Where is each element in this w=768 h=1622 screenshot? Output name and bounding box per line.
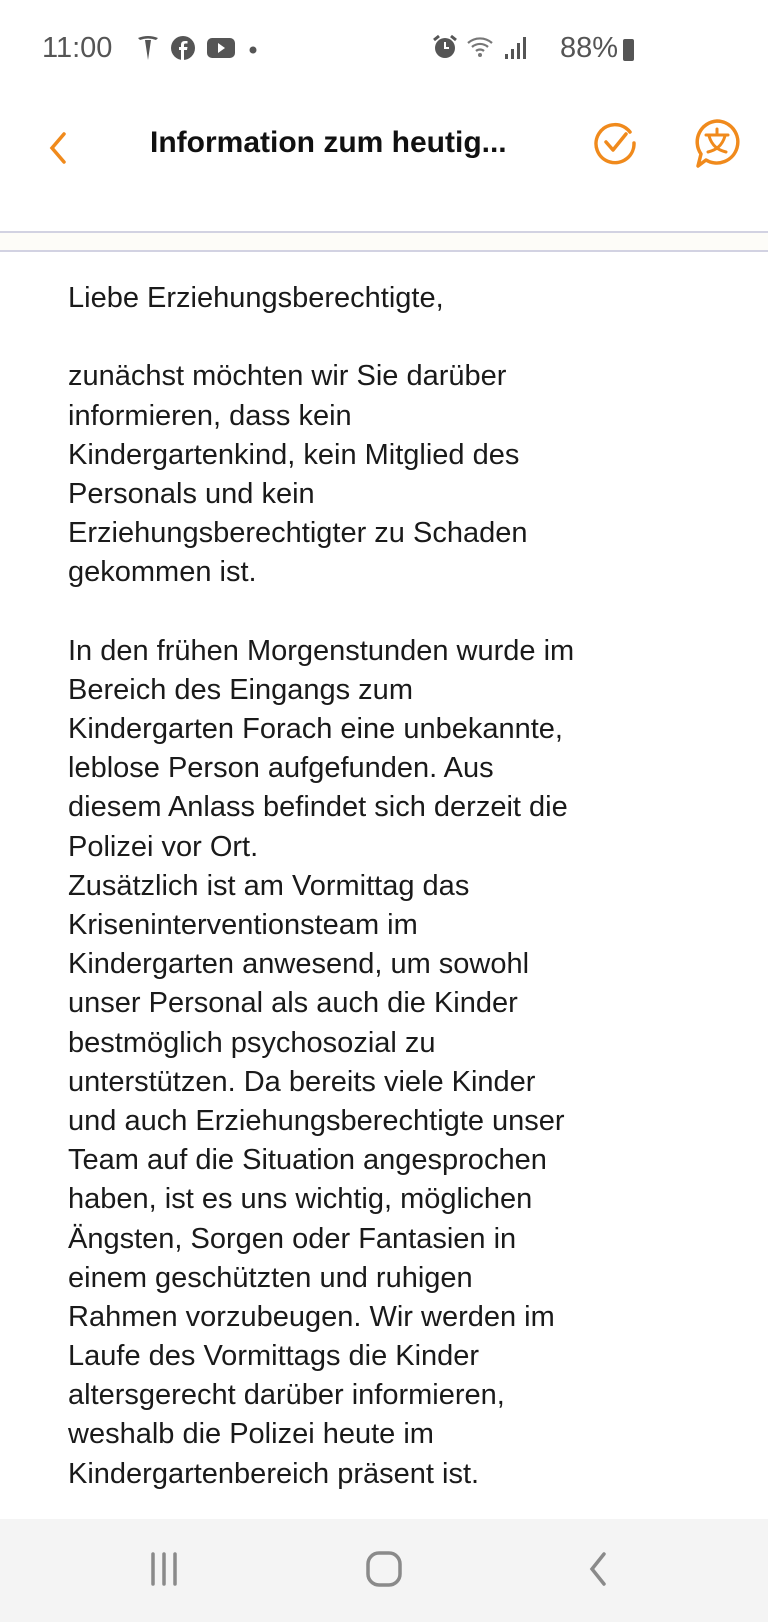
message-line: Erziehungsberechtigter zu Schaden bbox=[68, 517, 528, 550]
blank-line bbox=[68, 593, 738, 632]
home-button[interactable] bbox=[364, 1549, 404, 1589]
header-divider bbox=[0, 231, 768, 252]
message-line: Kindergarten anwesend, um sowohl bbox=[68, 948, 530, 981]
youtube-icon bbox=[206, 36, 236, 60]
battery-percent: 88% bbox=[560, 32, 619, 64]
tesla-icon bbox=[136, 34, 160, 62]
message-line: und auch Erziehungsberechtigte unser bbox=[68, 1104, 565, 1137]
page-title: Information zum heutig... bbox=[150, 126, 507, 159]
message-line: Liebe Erziehungsberechtigte, bbox=[68, 282, 444, 314]
message-body bbox=[68, 279, 738, 1494]
back-button[interactable] bbox=[44, 128, 72, 168]
message-line: Polizei vor Ort. bbox=[68, 830, 259, 863]
signal-icon bbox=[504, 34, 528, 60]
message-line: Bereich des Eingangs zum bbox=[68, 673, 413, 706]
message-line: unser Personal als auch die Kinder bbox=[68, 987, 518, 1020]
message-line: Team auf die Situation angesprochen bbox=[68, 1144, 547, 1177]
status-bar bbox=[0, 0, 768, 90]
system-back-button[interactable] bbox=[586, 1549, 610, 1589]
message-line: Kriseninterventionsteam im bbox=[68, 909, 418, 941]
facebook-icon bbox=[170, 35, 196, 61]
system-nav-bar bbox=[0, 1519, 768, 1622]
status-time: 11:00 bbox=[42, 32, 113, 64]
message-line: leblose Person aufgefunden. Aus bbox=[68, 752, 494, 785]
message-line: einem geschützten und ruhigen bbox=[68, 1261, 473, 1294]
recent-apps-button[interactable] bbox=[148, 1549, 180, 1589]
message-line: Personals und kein bbox=[68, 477, 315, 510]
app-header bbox=[0, 90, 768, 230]
message-line: Rahmen vorzubeugen. Wir werden im bbox=[68, 1300, 555, 1333]
message-line: Kindergartenbereich präsent ist. bbox=[68, 1457, 480, 1490]
message-line: haben, ist es uns wichtig, möglichen bbox=[68, 1183, 533, 1216]
message-line: zunächst möchten wir Sie darüber bbox=[68, 360, 507, 393]
message-line: Kindergartenkind, kein Mitglied des bbox=[68, 438, 520, 471]
alarm-icon bbox=[432, 34, 458, 60]
message-line: gekommen ist. bbox=[68, 556, 257, 589]
message-line: Ängsten, Sorgen oder Fantasien in bbox=[68, 1222, 517, 1255]
mark-read-button[interactable] bbox=[592, 120, 638, 166]
dot-icon bbox=[246, 41, 260, 55]
message-line: In den frühen Morgenstunden wurde im bbox=[68, 634, 575, 667]
message-line: unterstützen. Da bereits viele Kinder bbox=[68, 1065, 536, 1098]
message-line: diesem Anlass befindet sich derzeit die bbox=[68, 791, 568, 824]
message-line: bestmöglich psychosozial zu bbox=[68, 1026, 436, 1059]
message-line: Zusätzlich ist am Vormittag das bbox=[68, 869, 470, 902]
message-line: weshalb die Polizei heute im bbox=[68, 1418, 434, 1451]
battery-icon bbox=[623, 39, 634, 61]
blank-line bbox=[68, 318, 738, 357]
message-line: Kindergarten Forach eine unbekannte, bbox=[68, 713, 563, 746]
message-line: altersgerecht darüber informieren, bbox=[68, 1379, 505, 1412]
translate-button[interactable] bbox=[692, 118, 742, 170]
wifi-icon bbox=[466, 34, 496, 60]
message-line: informieren, dass kein bbox=[68, 399, 352, 432]
message-line: Laufe des Vormittags die Kinder bbox=[68, 1340, 480, 1373]
